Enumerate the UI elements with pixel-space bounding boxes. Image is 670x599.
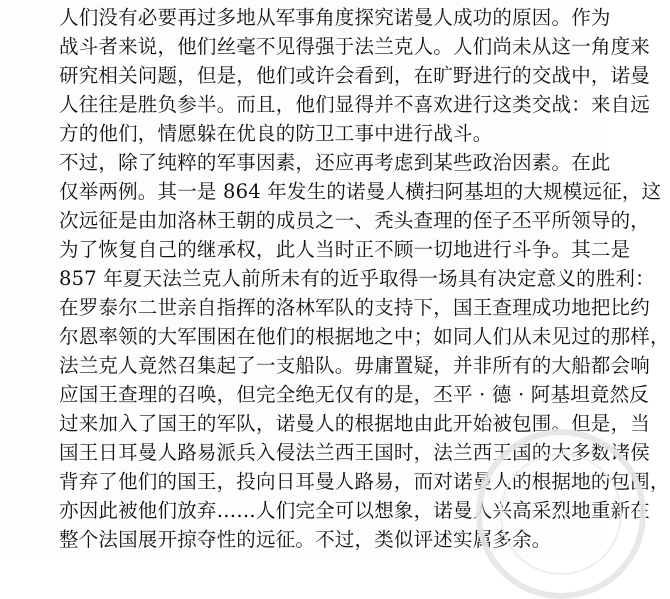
text-line: 战斗者来说，他们丝毫不见得强于法兰克人。人们尚未从这一角度来 <box>59 35 651 58</box>
text-line: 过来加入了国王的军队，诺曼人的根据地由此开始被包围。但是，当 <box>59 412 651 435</box>
text-line: 方的他们，情愿躲在优良的防卫工事中进行战斗。 <box>59 122 493 145</box>
watermark-seal <box>476 429 646 599</box>
text-line: 法兰克人竟然召集起了一支船队。毋庸置疑，并非所有的大船都会响 <box>59 354 651 377</box>
text-line: 尔恩率领的大军围困在他们的根据地之中；如同人们从未见过的那样， <box>59 325 670 348</box>
text-line: 研究相关问题，但是，他们或许会看到，在旷野进行的交战中，诺曼 <box>59 64 651 87</box>
text-line: 亦因此被他们放弃……人们完全可以想象，诺曼人兴高采烈地重新在 <box>59 499 651 522</box>
text-line: 为了恢复自己的继承权，此人当时正不顾一切地进行斗争。其二是 <box>59 238 631 261</box>
text-line: 人往往是胜负参半。而且，他们显得并不喜欢进行这类交战：来自远 <box>59 93 651 116</box>
text-line: 857 年夏天法兰克人前所未有的近乎取得一场具有决定意义的胜利： <box>59 267 655 290</box>
text-line: 国王日耳曼人路易派兵入侵法兰西王国时，法兰西王国的大多数诸侯 <box>59 441 651 464</box>
text-line: 背弃了他们的国王，投向日耳曼人路易，而对诺曼人的根据地的包围， <box>59 470 670 493</box>
text-line: 应国王查理的召唤，但完全绝无仅有的是，丕平 · 德 · 阿基坦竟然反 <box>59 383 649 406</box>
text-line: 不过，除了纯粹的军事因素，还应再考虑到某些政治因素。在此 <box>59 151 611 174</box>
text-line: 仅举两例。其一是 864 年发生的诺曼人横扫阿基坦的大规模远征，这 <box>59 180 662 203</box>
text-line: 整个法国展开掠夺性的远征。不过，类似评述实属多余。 <box>59 528 552 551</box>
text-line: 人们没有必要再过多地从军事角度探究诺曼人成功的原因。作为 <box>59 6 611 29</box>
text-line: 在罗泰尔二世亲自指挥的洛林军队的支持下，国王查理成功地把比约 <box>59 296 651 319</box>
text-line: 次远征是由加洛林王朝的成员之一、秃头查理的侄子丕平所领导的， <box>59 209 651 232</box>
